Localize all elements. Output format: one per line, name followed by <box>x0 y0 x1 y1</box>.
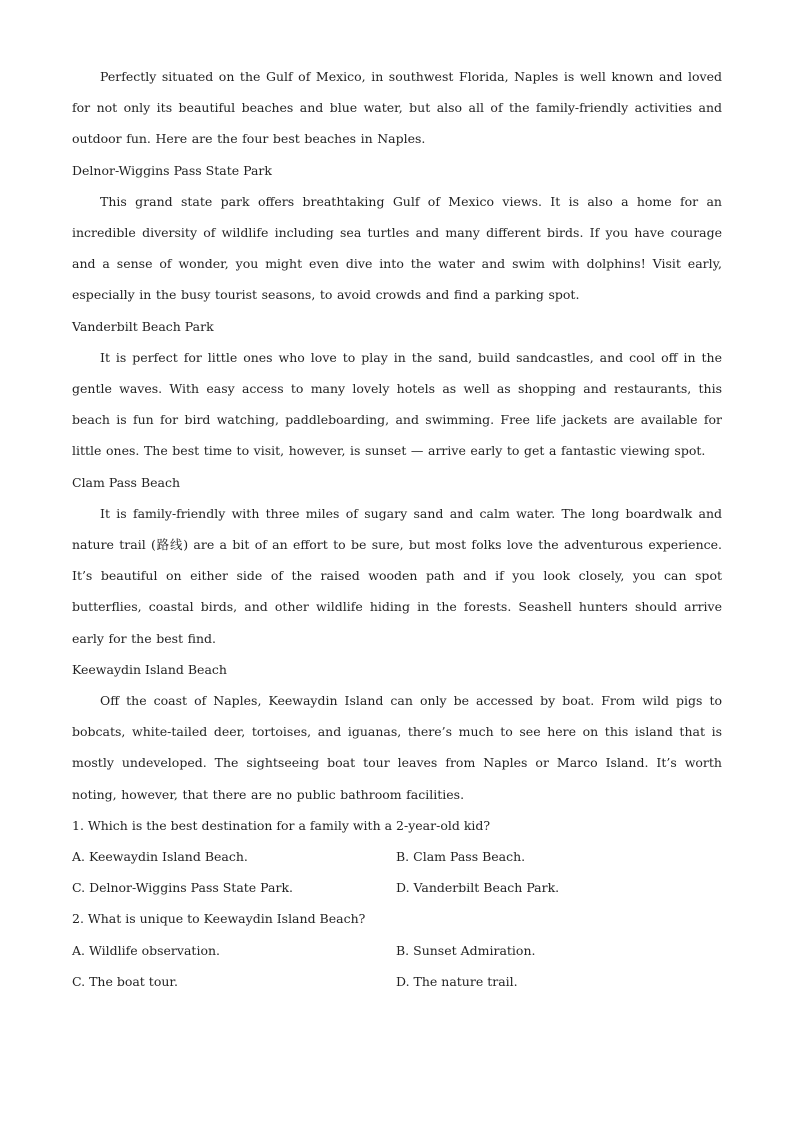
section-keewaydin <box>72 654 722 810</box>
question-options <box>72 841 722 903</box>
section-delnor-wiggins <box>72 155 722 311</box>
question-stem: 2. What is unique to Keewaydin Island Beach? <box>72 911 366 927</box>
section-heading: Delnor-Wiggins Pass State Park <box>72 162 272 178</box>
question-options <box>72 935 722 997</box>
section-body: Off the coast of Naples, Keewaydin Island can only be accessed by boat. From wild pigs to bobcats, white-tailed deer, tortoises, and iguanas, there’s much to see here on this island that is mostly undeveloped. The sightseeing boat tour leaves from Naples or Marco Island. It’s worth noting, however, that there are no public bathroom facilities. <box>72 693 722 802</box>
option-d: D. Vanderbilt Beach Park. <box>396 880 560 896</box>
section-heading: Clam Pass Beach <box>72 474 181 490</box>
question-2 <box>72 903 722 997</box>
document-page <box>72 61 722 997</box>
section-body: It is family-friendly with three miles of sugary sand and calm water. The long boardwalk and nature trail (路线) are a bit of an effort to be sure, but most folks love the adventurous experience. It’s beautiful on either side of the raised wooden path and if you look closely, you can spot butterflies, coastal birds, and other wildlife hiding in the forests. Seashell hunters should arrive early for the best find. <box>72 505 722 646</box>
option-c: C. Delnor-Wiggins Pass State Park. <box>72 880 294 896</box>
option-d: D. The nature trail. <box>396 973 518 989</box>
section-clam-pass <box>72 467 722 654</box>
intro-paragraph: Perfectly situated on the Gulf of Mexico, in southwest Florida, Naples is well known and loved for not only its beautiful beaches and blue water, but also all of the family-friendly activities and outdoor fun. Here are the four best beaches in Naples. <box>72 69 722 147</box>
option-b: B. Sunset Admiration. <box>396 942 536 958</box>
option-b: B. Clam Pass Beach. <box>396 849 526 865</box>
section-heading: Keewaydin Island Beach <box>72 661 227 677</box>
option-a: A. Wildlife observation. <box>72 942 220 958</box>
option-c: C. The boat tour. <box>72 973 178 989</box>
section-heading: Vanderbilt Beach Park <box>72 318 214 334</box>
question-1 <box>72 810 722 904</box>
section-body: This grand state park offers breathtaking Gulf of Mexico views. It is also a home for an incredible diversity of wildlife including sea turtles and many different birds. If you have courage and a sense of wonder, you might even dive into the water and swim with dolphins! Visit early, especially in the busy tourist seasons, to avoid crowds and find a parking spot. <box>72 193 722 303</box>
option-a: A. Keewaydin Island Beach. <box>72 849 248 865</box>
section-vanderbilt <box>72 311 722 467</box>
question-stem: 1. Which is the best destination for a family with a 2-year-old kid? <box>72 817 491 833</box>
section-body: It is perfect for little ones who love to play in the sand, build sandcastles, and cool off in the gentle waves. With easy access to many lovely hotels as well as shopping and restaurants, this beach is fun for bird watching, paddleboarding, and swimming. Free life jackets are available for little ones. The best time to visit, however, is sunset — arrive early to get a fantastic viewing spot. <box>72 349 722 459</box>
